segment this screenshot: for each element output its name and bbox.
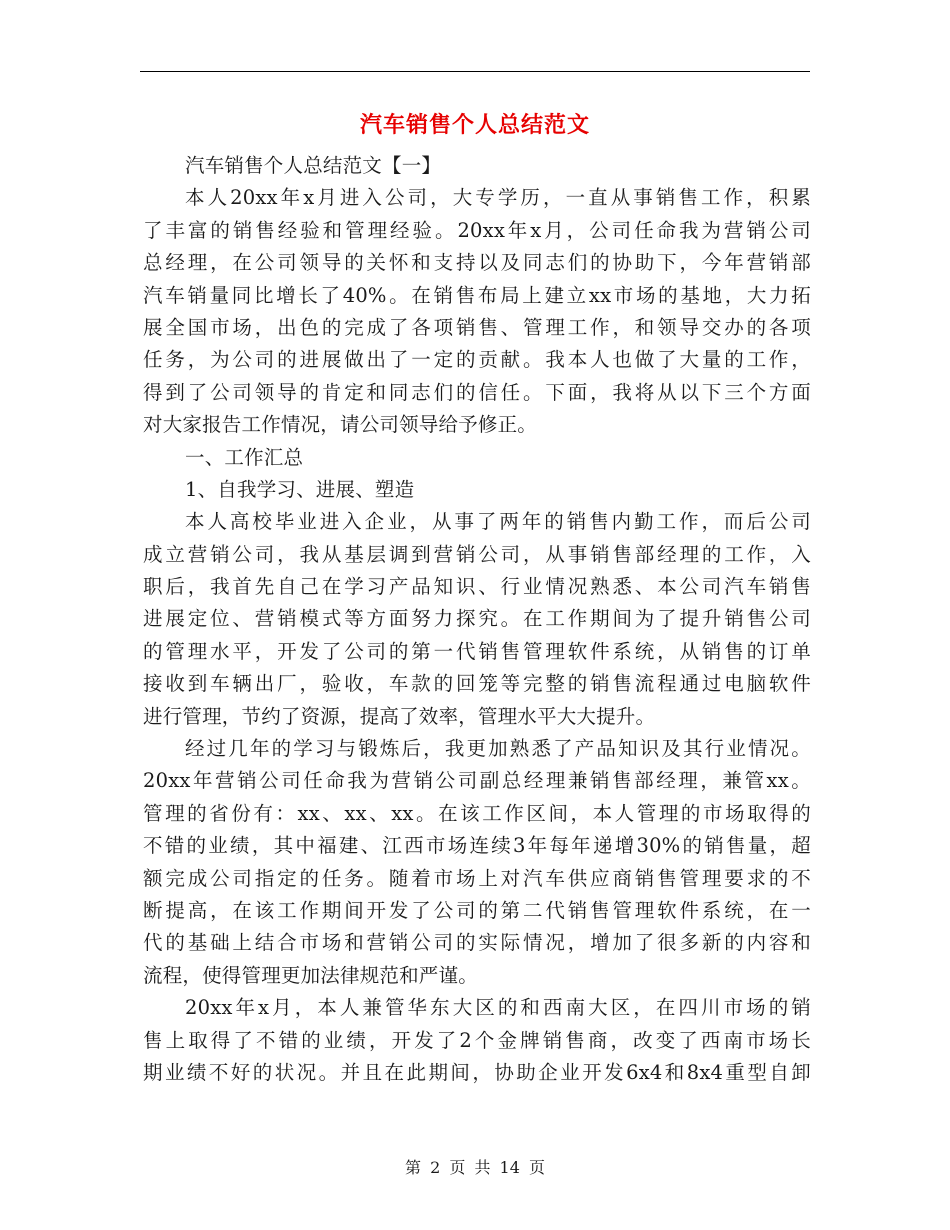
text-line: 售上取得了不错的业绩，开发了2个金牌销售商，改变了西南市场长	[143, 1028, 811, 1052]
text-line: 20xx年x月，本人兼管华东大区的和西南大区，在四川市场的销	[185, 996, 811, 1020]
text-line: 展全国市场，出色的完成了各项销售、管理工作，和领导交办的各项	[143, 315, 811, 339]
text-line: 汽车销售个人总结范文【一】	[185, 154, 442, 177]
page-number: 第 2 页 共 14 页	[405, 1158, 545, 1177]
text-line: 进展定位、营销模式等方面努力探究。在工作期间为了提升销售公司	[143, 607, 811, 631]
text-line: 接收到车辆出厂，验收，车款的回笼等完整的销售流程通过电脑软件	[143, 672, 811, 696]
text-line: 期业绩不好的状况。并且在此期间，协助企业开发6x4和8x4重型自卸	[143, 1060, 811, 1084]
text-line: 一、工作汇总	[185, 445, 304, 469]
text-line: 额完成公司指定的任务。随着市场上对汽车供应商销售管理要求的不	[143, 866, 811, 890]
text-line: 总经理，在公司领导的关怀和支持以及同志们的协助下，今年营销部	[143, 251, 811, 275]
text-line: 经过几年的学习与锻炼后，我更加熟悉了产品知识及其行业情况。	[185, 737, 811, 761]
text-line: 职后，我首先自己在学习产品知识、行业情况熟悉、本公司汽车销售	[143, 575, 811, 599]
text-line: 不错的业绩，其中福建、江西市场连续3年每年递增30%的销售量，超	[143, 834, 811, 858]
text-line: 本人20xx年x月进入公司，大专学历，一直从事销售工作，积累	[185, 186, 811, 210]
text-line: 汽车销量同比增长了40%。在销售布局上建立xx市场的基地，大力拓	[143, 283, 811, 307]
text-line: 1、自我学习、进展、塑造	[185, 477, 415, 501]
document-body	[143, 150, 811, 1089]
text-line: 断提高，在该工作期间开发了公司的第二代销售管理软件系统，在一	[143, 898, 811, 922]
text-line: 得到了公司领导的肯定和同志们的信任。下面，我将从以下三个方面	[143, 380, 811, 404]
text-line: 20xx年营销公司任命我为营销公司副总经理兼销售部经理，兼管xx。	[143, 769, 811, 793]
document-title: 汽车销售个人总结范文	[359, 112, 590, 138]
text-line: 的管理水平，开发了公司的第一代销售管理软件系统，从销售的订单	[143, 639, 811, 663]
text-line: 了丰富的销售经验和管理经验。20xx年x月，公司任命我为营销公司	[143, 218, 811, 242]
text-line: 进行管理，节约了资源，提高了效率，管理水平大大提升。	[143, 704, 656, 728]
text-line: 代的基础上结合市场和营销公司的实际情况，增加了很多新的内容和	[143, 931, 811, 955]
text-line: 管理的省份有：xx、xx、xx。在该工作区间，本人管理的市场取得的	[143, 801, 811, 825]
text-line: 对大家报告工作情况，请公司领导给予修正。	[143, 413, 538, 437]
text-line: 成立营销公司，我从基层调到营销公司，从事销售部经理的工作，入	[143, 542, 811, 566]
text-line: 流程，使得管理更加法律规范和严谨。	[143, 963, 478, 987]
text-line: 任务，为公司的进展做出了一定的贡献。我本人也做了大量的工作，	[143, 348, 811, 372]
header-rule	[140, 71, 810, 72]
text-line: 本人高校毕业进入企业，从事了两年的销售内勤工作，而后公司	[185, 510, 811, 534]
